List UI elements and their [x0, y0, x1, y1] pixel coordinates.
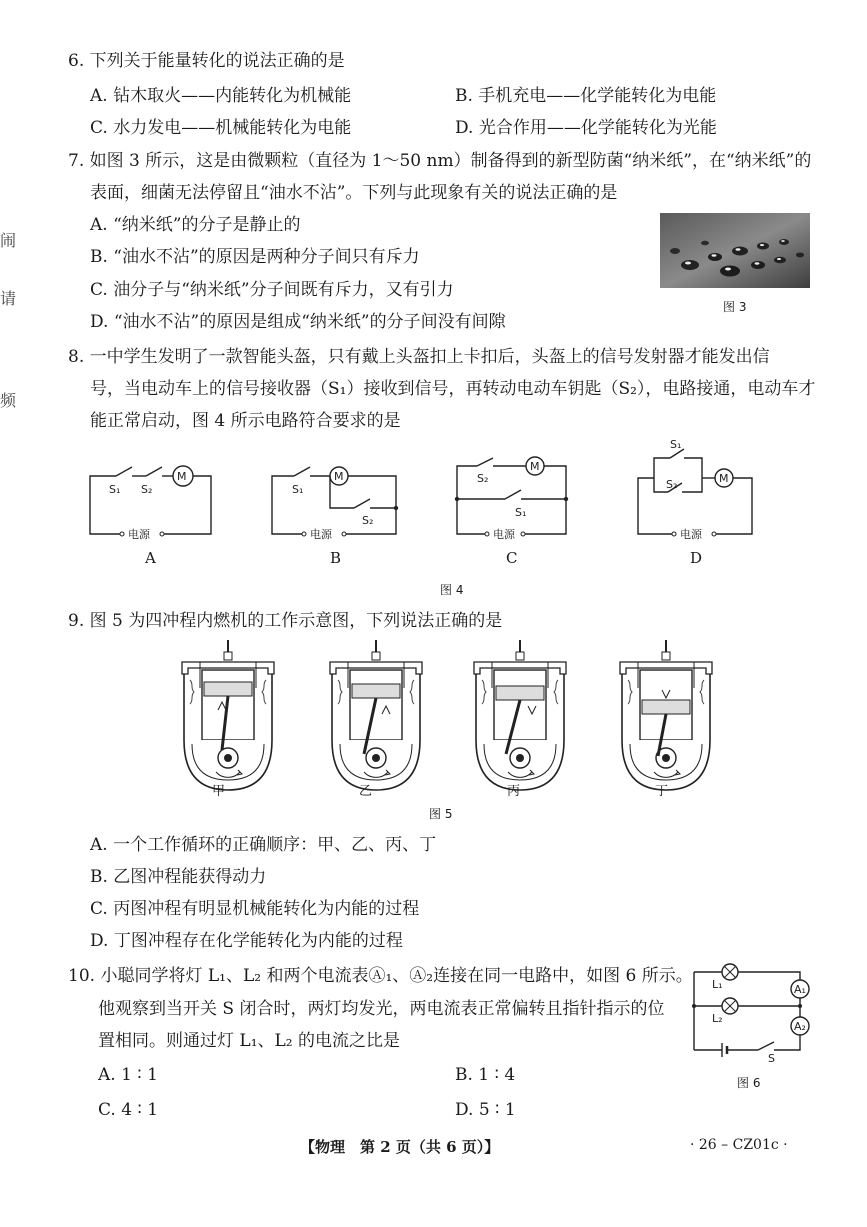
q10-option-d: D. 5 ∶ 1	[455, 1100, 516, 1120]
circuit-a-power: 电源	[128, 528, 150, 541]
engine-jia	[178, 640, 278, 795]
q9-stem: 9. 图 5 为四冲程内燃机的工作示意图，下列说法正确的是	[68, 611, 503, 631]
q8-stem-line2: 号，当电动车上的信号接收器（S₁）接收到信号，再转动电动车钥匙（S₂），电路接通，电动车才	[90, 379, 816, 399]
page-footer: 【物理 第 2 页（共 6 页）】	[300, 1138, 500, 1156]
q10-option-b: B. 1 ∶ 4	[455, 1065, 516, 1085]
circuit-a	[88, 462, 216, 542]
figure4-caption: 图 4	[440, 583, 464, 597]
q9-option-c: C. 丙图冲程有明显机械能转化为内能的过程	[90, 899, 420, 919]
q7-stem-line1: 7. 如图 3 所示，这是由微颗粒（直径为 1～50 nm）制备得到的新型防菌“纳米纸”，在“纳米纸”的	[68, 151, 812, 171]
circuit-d	[636, 436, 756, 542]
margin-mark-3: 频	[0, 391, 17, 410]
q6-option-c: C. 水力发电——机械能转化为电能	[90, 118, 352, 138]
figure5-caption: 图 5	[429, 807, 453, 821]
q10-option-c: C. 4 ∶ 1	[98, 1100, 159, 1120]
q6-stem: 6. 下列关于能量转化的说法正确的是	[68, 51, 345, 71]
fig6-s: S	[768, 1052, 775, 1065]
q10-option-a: A. 1 ∶ 1	[98, 1065, 158, 1085]
circuit-d-motor: M	[719, 472, 729, 485]
engine-label-jia: 甲	[212, 784, 226, 799]
q8-stem-line3: 能正常启动，图 4 所示电路符合要求的是	[90, 411, 401, 431]
circuit-b	[270, 462, 400, 542]
engine-label-ding: 丁	[655, 784, 669, 799]
q7-option-b: B. “油水不沾”的原因是两种分子间只有斥力	[90, 247, 420, 267]
circuit-c-power: 电源	[493, 528, 515, 541]
circuit-b-letter: B	[330, 549, 342, 567]
fig6-l2: L₂	[712, 1012, 723, 1025]
circuit-a-motor: M	[177, 470, 187, 483]
q7-option-a: A. “纳米纸”的分子是静止的	[90, 215, 301, 235]
fig6-a2: A₂	[794, 1020, 806, 1033]
circuit-c-s1: S₁	[515, 506, 527, 519]
q10-stem-line1: 10. 小聪同学将灯 L₁、L₂ 和两个电流表Ⓐ₁、Ⓐ₂连接在同一电路中，如图 6 所示。	[68, 966, 693, 986]
q7-option-c: C. 油分子与“纳米纸”分子间既有斥力，又有引力	[90, 280, 454, 300]
engine-label-yi: 乙	[359, 784, 373, 799]
circuit-d-letter: D	[690, 549, 703, 567]
q6-option-d: D. 光合作用——化学能转化为光能	[455, 118, 717, 138]
q9-option-b: B. 乙图冲程能获得动力	[90, 867, 267, 887]
circuit-a-s1: S₁	[109, 483, 121, 496]
circuit-d-s2: S₂	[666, 478, 678, 491]
q9-option-d: D. 丁图冲程存在化学能转化为内能的过程	[90, 931, 403, 951]
q7-stem-line2: 表面，细菌无法停留且“油水不沾”。下列与此现象有关的说法正确的是	[90, 183, 618, 203]
q9-option-a: A. 一个工作循环的正确顺序：甲、乙、丙、丁	[90, 835, 437, 855]
nano-paper-photo	[660, 213, 810, 288]
circuit-b-s1: S₁	[292, 483, 304, 496]
margin-mark-1: 闹	[0, 231, 17, 250]
figure6-caption: 图 6	[737, 1076, 761, 1090]
circuit-b-power: 电源	[310, 528, 332, 541]
circuit-c-s2: S₂	[477, 472, 489, 485]
circuit-d-s1: S₁	[670, 438, 682, 451]
engine-yi	[326, 640, 426, 795]
exam-code: · 26 – CZ01c ·	[690, 1137, 788, 1153]
circuit-c	[455, 458, 570, 542]
circuit-b-s2: S₂	[362, 514, 374, 527]
figure3-caption: 图 3	[723, 300, 747, 314]
circuit-c-letter: C	[506, 549, 518, 567]
engine-ding	[616, 640, 716, 795]
q6-option-a: A. 钻木取火——内能转化为机械能	[90, 86, 352, 106]
q8-stem-line1: 8. 一中学生发明了一款智能头盔，只有戴上头盔扣上卡扣后，头盔上的信号发射器才能发出信	[68, 347, 770, 367]
circuit-d-power: 电源	[680, 528, 702, 541]
margin-mark-2: 请	[0, 289, 17, 308]
circuit-a-letter: A	[145, 549, 156, 567]
engine-label-bing: 丙	[507, 784, 521, 799]
fig6-a1: A₁	[794, 983, 806, 996]
circuit-a-s2: S₂	[141, 483, 153, 496]
q7-option-d: D. “油水不沾”的原因是组成“纳米纸”的分子间没有间隙	[90, 312, 506, 332]
q6-option-b: B. 手机充电——化学能转化为电能	[455, 86, 717, 106]
circuit-b-motor: M	[334, 470, 344, 483]
q10-stem-line2: 他观察到当开关 S 闭合时，两灯均发光，两电流表正常偏转且指针指示的位	[98, 999, 665, 1019]
figure6-circuit	[690, 962, 815, 1065]
circuit-c-motor: M	[530, 460, 540, 473]
q10-stem-line3: 置相同。则通过灯 L₁、L₂ 的电流之比是	[98, 1031, 401, 1051]
engine-bing	[470, 640, 570, 795]
fig6-l1: L₁	[712, 978, 723, 991]
